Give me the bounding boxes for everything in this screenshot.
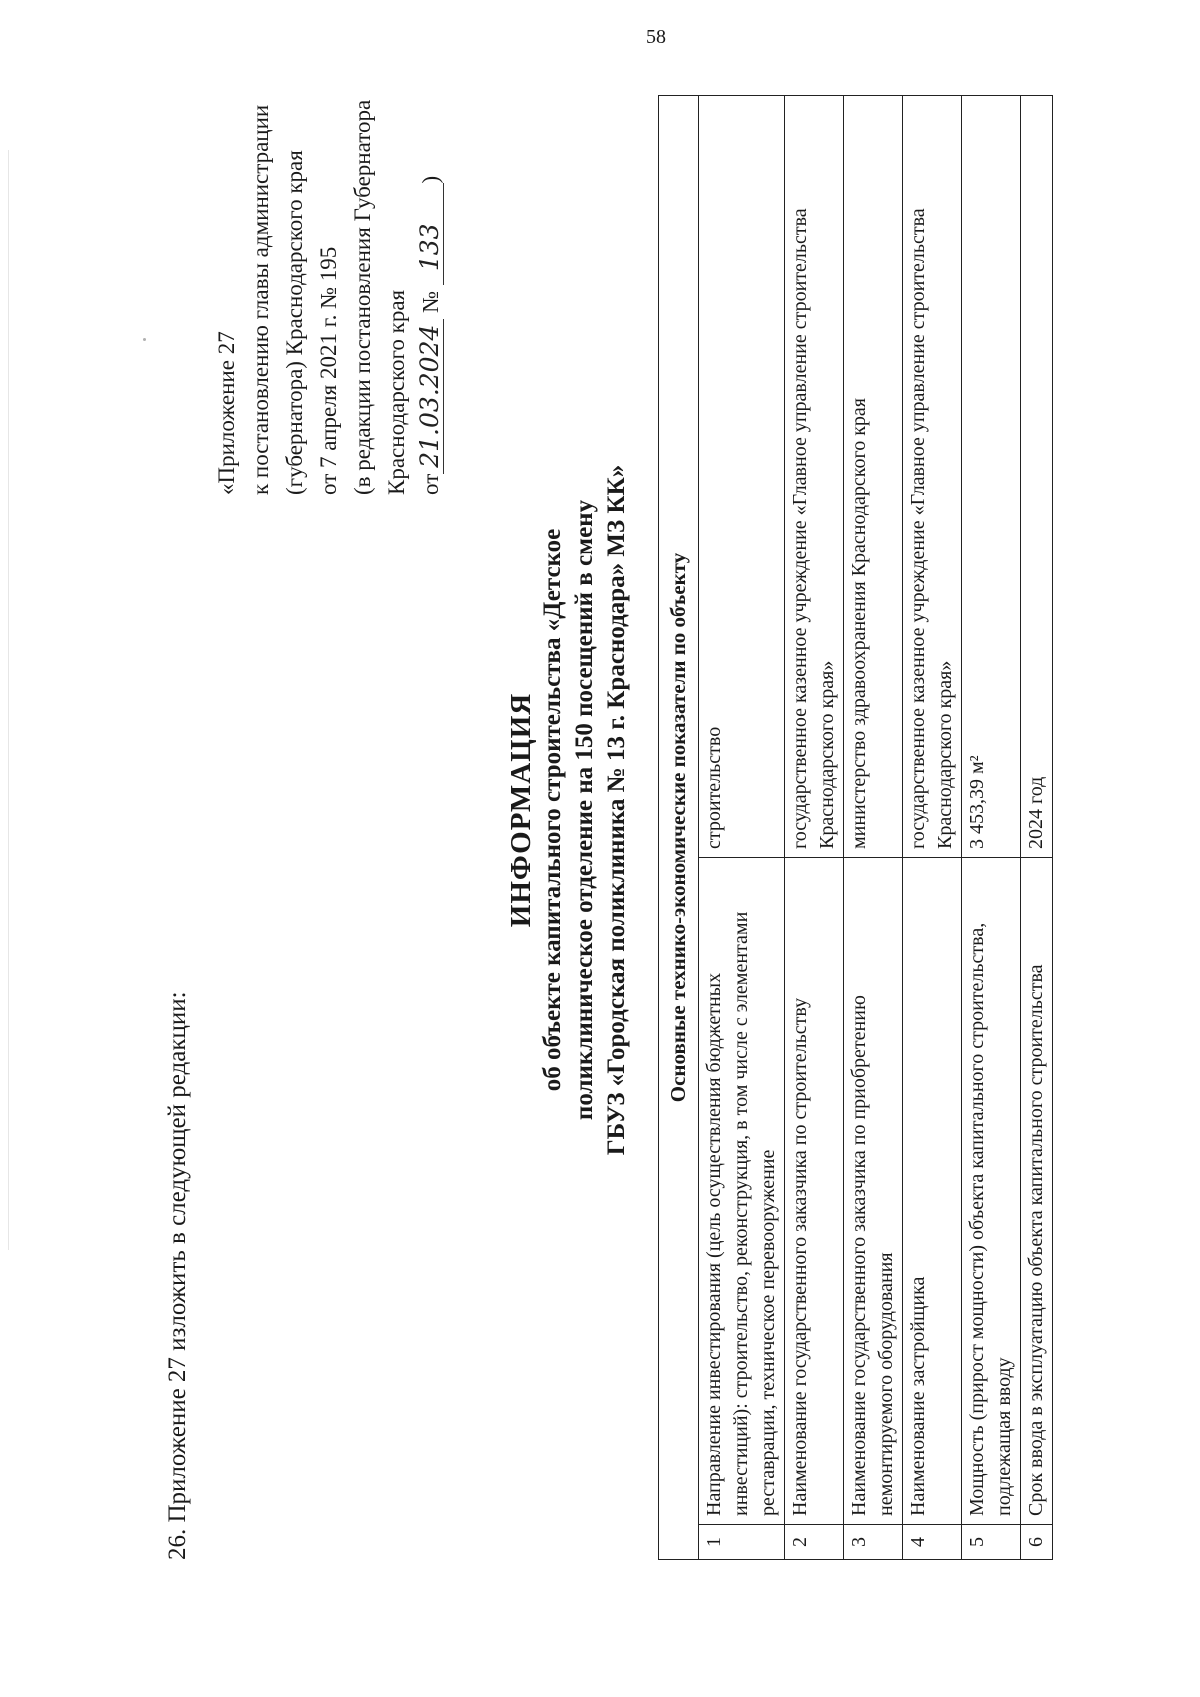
row-value: министерство здравоохранения Краснодарского края xyxy=(844,96,903,858)
indicators-table xyxy=(658,95,1053,1560)
page-number: 58 xyxy=(646,26,666,48)
table-row xyxy=(903,96,962,1560)
appendix-close-paren: ) xyxy=(418,175,443,184)
row-label: Наименование государственного заказчика по строительству xyxy=(785,858,844,1525)
appendix-line-4: от 7 апреля 2021 г. № 195 xyxy=(316,246,341,495)
appendix-line-6: Краснодарского края xyxy=(384,289,409,495)
table-row xyxy=(699,96,785,1560)
table-row xyxy=(1021,96,1053,1560)
appendix-line-3: (губернатора) Краснодарского края xyxy=(282,150,307,495)
handwritten-date: 21.03.2024 xyxy=(417,319,444,474)
appendix-header xyxy=(210,65,448,495)
table-header-row xyxy=(659,96,699,1560)
appendix-line-1: «Приложение 27 xyxy=(214,331,239,495)
row-value: строительство xyxy=(699,96,785,858)
title-line-3: ГБУЗ «Городская поликлиника № 13 г. Краснодара» МЗ КК» xyxy=(603,464,630,1156)
row-label: Срок ввода в эксплуатацию объекта капитального строительства xyxy=(1021,858,1053,1525)
row-value: 3 453,39 м² xyxy=(962,96,1021,858)
table-row xyxy=(962,96,1021,1560)
row-label: Мощность (прирост мощности) объекта капитального строительства, подлежащая вводу xyxy=(962,858,1021,1525)
table-header: Основные технико-экономические показатели по объекту xyxy=(659,96,699,1560)
row-label: Наименование государственного заказчика по приобретению немонтируемого оборудования xyxy=(844,858,903,1525)
appendix-line-5: (в редакции постановления Губернатора xyxy=(350,99,375,495)
appendix-line-2: к постановлению главы администрации xyxy=(248,104,273,495)
row-value: государственное казенное учреждение «Главное управление строительства Краснодарского края» xyxy=(785,96,844,858)
scan-edge-mark xyxy=(8,150,9,1250)
number-sign: № xyxy=(418,290,443,313)
intro-paragraph: 26. Приложение 27 изложить в следующей редакции: xyxy=(164,991,191,1560)
title-main: ИНФОРМАЦИЯ xyxy=(505,692,537,928)
document-title xyxy=(505,160,633,1460)
row-number: 6 xyxy=(1021,1525,1053,1560)
row-value: 2024 год xyxy=(1021,96,1053,858)
row-label: Направление инвестирования (цель осуществления бюджетных инвестиций): строительство, реконструкция, в том числе с элементами реставрации, техническое перевооружение xyxy=(699,858,785,1525)
row-value: государственное казенное учреждение «Главное управление строительства Краснодарского края» xyxy=(903,96,962,858)
row-number: 1 xyxy=(699,1525,785,1560)
appendix-ot-label: от xyxy=(418,473,443,495)
row-number: 5 xyxy=(962,1525,1021,1560)
row-number: 2 xyxy=(785,1525,844,1560)
row-number: 3 xyxy=(844,1525,903,1560)
title-line-1: об объекте капитального строительства «Детское xyxy=(539,528,566,1092)
rotated-content xyxy=(140,40,1180,1600)
row-label: Наименование застройщика xyxy=(903,858,962,1525)
table-row xyxy=(844,96,903,1560)
appendix-date-line xyxy=(414,65,448,495)
handwritten-number: 133 xyxy=(417,183,444,285)
title-line-2: поликлиническое отделение на 150 посещений в смену xyxy=(571,499,598,1121)
row-number: 4 xyxy=(903,1525,962,1560)
table-row xyxy=(785,96,844,1560)
